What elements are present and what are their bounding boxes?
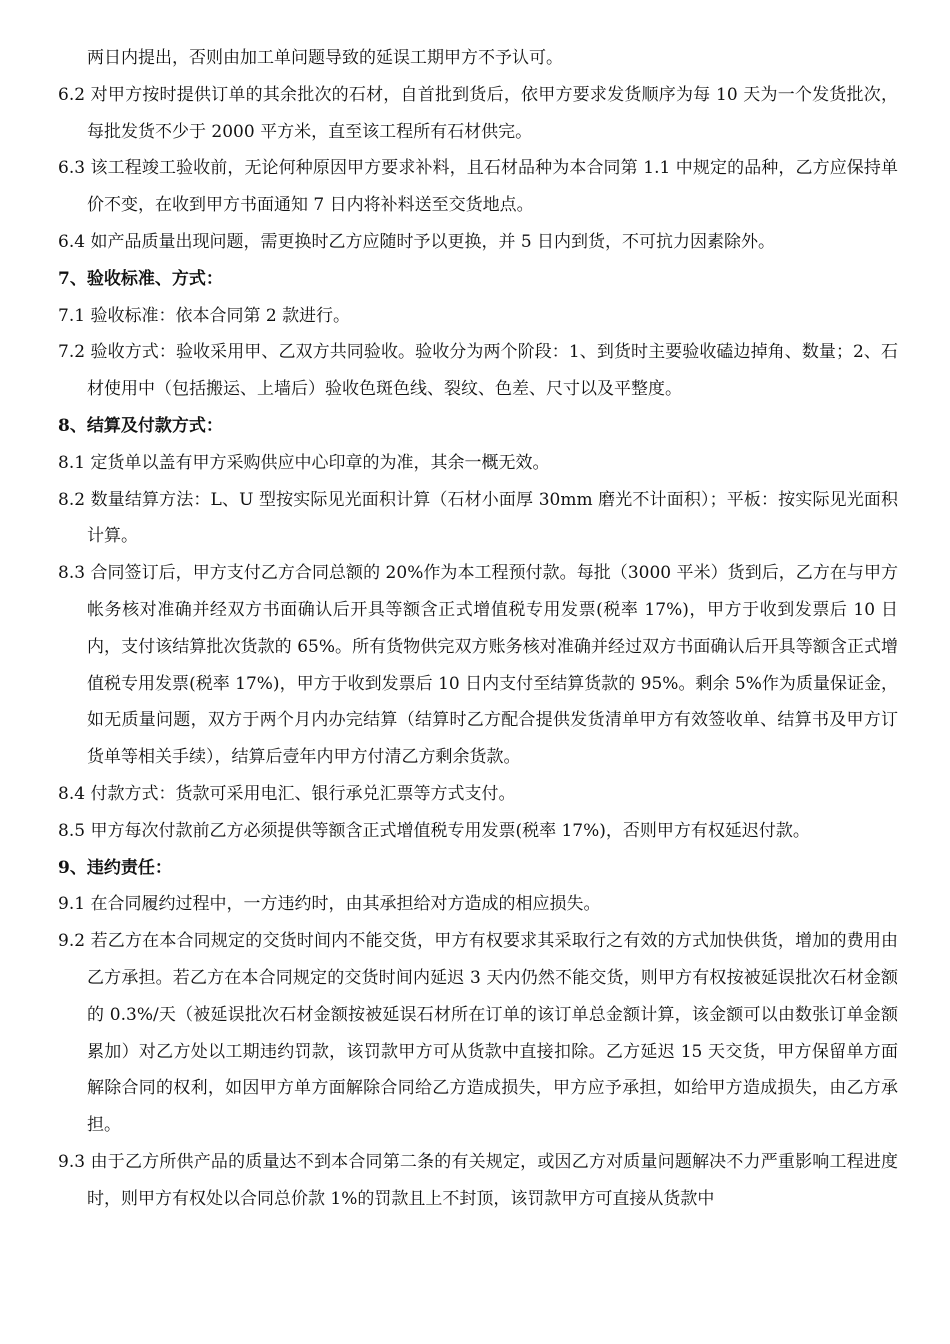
clause-9-3: 9.3 由于乙方所供产品的质量达不到本合同第二条的有关规定，或因乙方对质量问题解决不力严重影响工程进度时，则甲方有权处以合同总价款 1%的罚款且上不封顶，该罚款甲方可直接从货款中 xyxy=(58,1151,898,1209)
clause-8-1: 8.1 定货单以盖有甲方采购供应中心印章的为准，其余一概无效。 xyxy=(58,452,550,473)
clause-7-2: 7.2 验收方式：验收采用甲、乙双方共同验收。验收分为两个阶段：1、到货时主要验收磕边掉角、数量；2、石材使用中（包括搬运、上墙后）验收色斑色线、裂纹、色差、尺寸以及平整度。 xyxy=(58,342,898,400)
clause-8-5: 8.5 甲方每次付款前乙方必须提供等额含正式增值税专用发票(税率 17%)，否则甲方有权延迟付款。 xyxy=(58,820,810,841)
clause-6-3: 6.3 该工程竣工验收前，无论何种原因甲方要求补料，且石材品种为本合同第 1.1 中规定的品种，乙方应保持单价不变，在收到甲方书面通知 7 日内将补料送至交货地点。 xyxy=(58,158,898,216)
clause-6-2: 6.2 对甲方按时提供订单的其余批次的石材，自首批到货后，依甲方要求发货顺序为每 10 天为一个发货批次，每批发货不少于 2000 平方米，直至该工程所有石材供完。 xyxy=(58,84,898,142)
clause-8-4: 8.4 付款方式：货款可采用电汇、银行承兑汇票等方式支付。 xyxy=(58,783,516,804)
section-heading-7: 7、验收标准、方式： xyxy=(58,268,223,289)
clause-7-1: 7.1 验收标准：依本合同第 2 款进行。 xyxy=(58,305,351,326)
clause-8-2: 8.2 数量结算方法：L、U 型按实际见光面积计算（石材小面厚 30mm 磨光不计面积）；平板：按实际见光面积计算。 xyxy=(58,489,898,547)
section-heading-9: 9、违约责任： xyxy=(58,857,172,878)
contract-page xyxy=(58,40,898,1218)
clause-9-2: 9.2 若乙方在本合同规定的交货时间内不能交货，甲方有权要求其采取行之有效的方式加快供货，增加的费用由乙方承担。若乙方在本合同规定的交货时间内延迟 3 天内仍然不能交货，则甲方有权按被延误批次石材金额的 0.3%/天（被延误批次石材金额按被延误石材所在订单的该订单总金额计算，该金额可以由数张订单金额累加）对乙方处以工期违约罚款，该罚款甲方可从货款中直接扣除。乙方延迟 15 天交货，甲方保留单方面解除合同的权利，如因甲方单方面解除合同给乙方造成损失，甲方应予承担，如给甲方造成损失，由乙方承担。 xyxy=(58,931,898,1136)
paragraph-continuation: 两日内提出，否则由加工单问题导致的延误工期甲方不予认可。 xyxy=(87,48,563,68)
section-heading-8: 8、结算及付款方式： xyxy=(58,415,223,436)
clause-9-1: 9.1 在合同履约过程中，一方违约时，由其承担给对方造成的相应损失。 xyxy=(58,894,601,915)
clause-8-3: 8.3 合同签订后，甲方支付乙方合同总额的 20%作为本工程预付款。每批（3000 平米）货到后，乙方在与甲方帐务核对准确并经双方书面确认后开具等额含正式增值税专用发票(税率 17%)，甲方于收到发票后 10 日内，支付该结算批次货款的 65%。所有货物供完双方账务核对准确并经过双方书面确认后开具等额含正式增值税专用发票(税率 17%)，甲方于收到发票后 10 日内支付至结算货款的 95%。剩余 5%作为质量保证金，如无质量问题，双方于两个月内办完结算（结算时乙方配合提供发货清单甲方有效签收单、结算书及甲方订货单等相关手续），结算后壹年内甲方付清乙方剩余货款。 xyxy=(58,563,898,768)
clause-6-4: 6.4 如产品质量出现问题，需更换时乙方应随时予以更换，并 5 日内到货，不可抗力因素除外。 xyxy=(58,231,776,252)
